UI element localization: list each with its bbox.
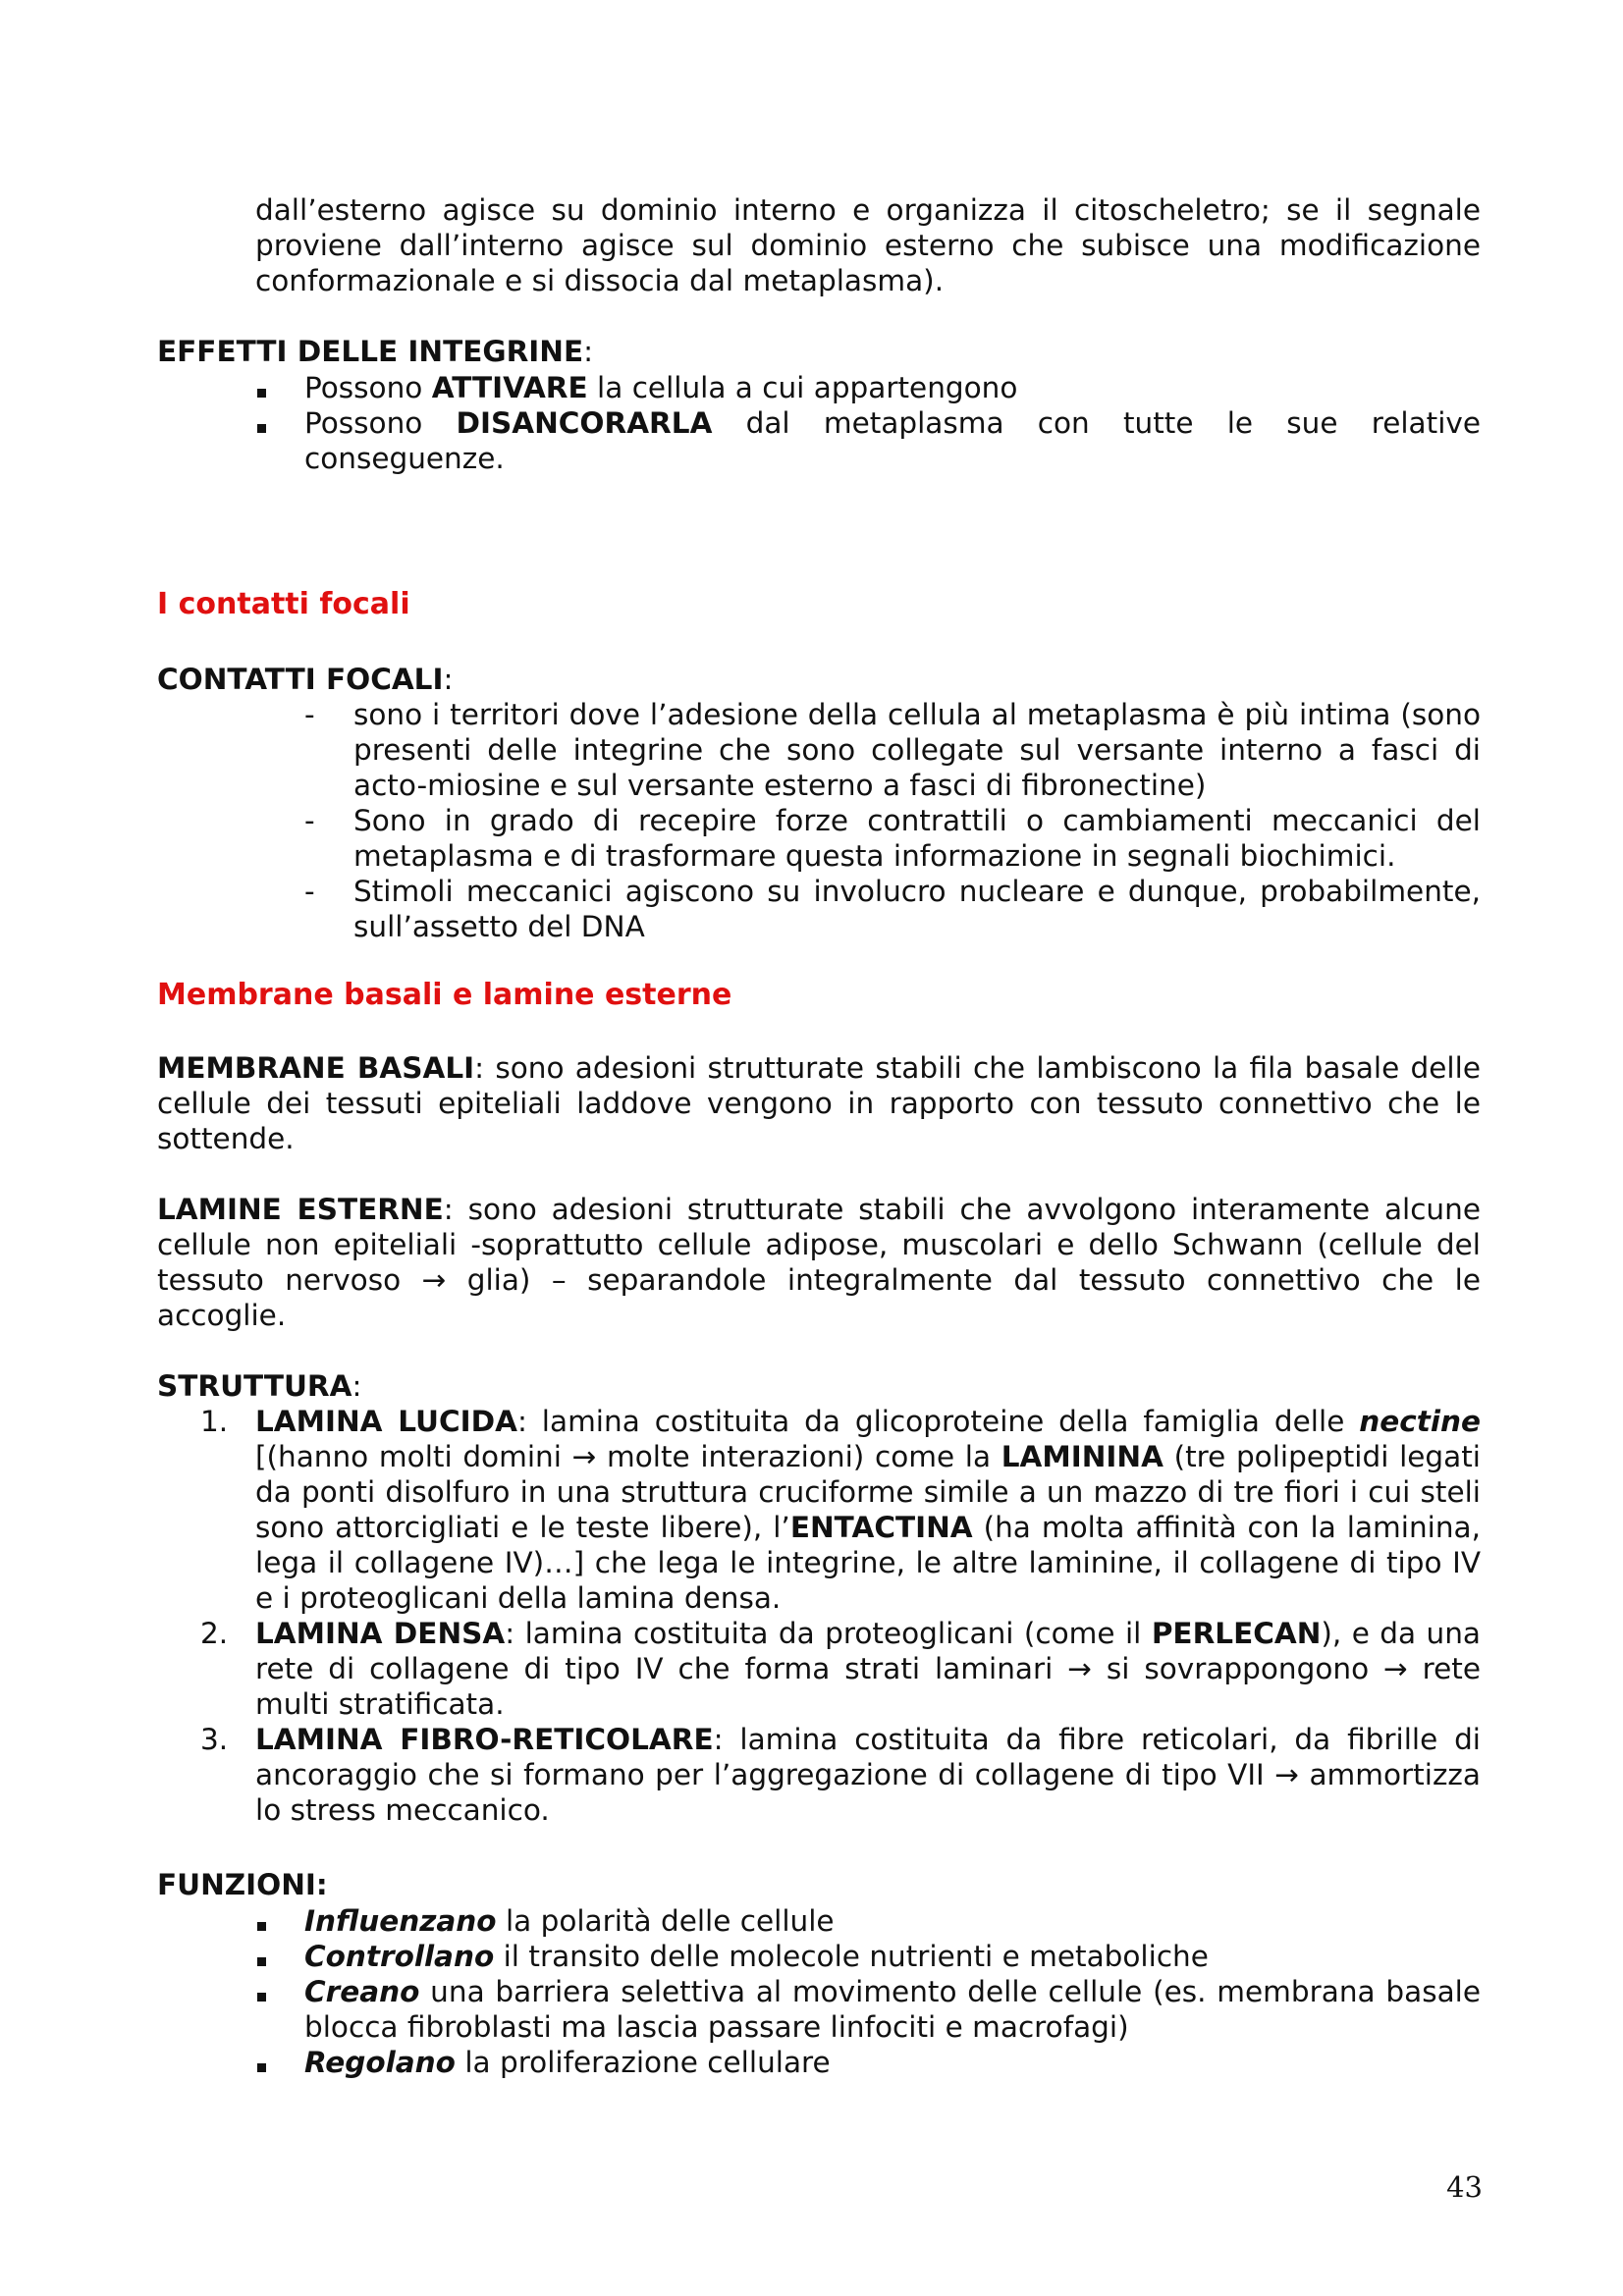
list-item [304,1939,1481,1974]
item-text: (tre polipeptidi legati da ponti disolfuro in una struttura cruciforme simile a un mazzo di tre fiori i cui steli sono attorcigliati e le teste libere), l’ [255,1440,1481,1544]
square-bullet-icon [255,405,285,441]
struttura-list [200,1404,1482,1828]
item-text: : lamina costituita da glicoproteine della famiglia delle [516,1405,1360,1438]
section-heading-membrane-basali: Membrane basali e lamine esterne [157,978,732,1012]
item-text: la proliferazione cellulare [455,2046,831,2079]
struttura-label [157,1368,361,1404]
item-text: : lamina costituita da proteoglicani (come il [505,1617,1152,1650]
item-post: la cellula a cui appartengono [587,371,1018,404]
contatti-focali-colon: : [443,663,454,696]
list-item [304,405,1481,476]
contatti-focali-list [304,697,1481,944]
item-text: : lamina costituita da fibre reticolari, da fibrille di ancoraggio che si formano per l’aggregazione di collagene di tipo VII → ammortizza lo stress meccanico. [255,1723,1482,1827]
dash-bullet-icon: - [304,698,315,731]
effetti-list [304,370,1481,476]
item-text: (ha molta affinità con la laminina, lega il collagene IV)…] che lega le integrine, le altre laminine, il collagene di tipo IV e i proteoglicani della lamina densa. [255,1511,1481,1615]
item-number: 2. [200,1617,229,1650]
membrane-basali-paragraph [157,1050,1481,1156]
list-item [304,1974,1481,2045]
list-item [304,874,1481,944]
effetti-label [157,334,593,369]
struttura-label-text: STRUTTURA [157,1369,352,1403]
item-pre: Possono [304,371,432,404]
list-item [304,370,1481,405]
struttura-colon: : [352,1369,362,1403]
square-bullet-icon [255,2045,285,2080]
list-item [304,697,1481,803]
effetti-label-colon: : [583,335,594,368]
term: ENTACTINA [789,1511,973,1544]
square-bullet-icon [255,1974,285,2009]
effetti-label-text: EFFETTI DELLE INTEGRINE [157,335,584,368]
numbered-item [200,1616,1482,1722]
square-bullet-icon [255,1939,285,1974]
numbered-item [200,1404,1481,1616]
section-heading-contatti-focali: I contatti focali [157,587,410,621]
item-text: Stimoli meccanici agiscono su involucro nucleare e dunque, probabilmente, sull’assetto del DNA [353,875,1481,943]
list-item [304,1903,1481,1939]
lamine-esterne-label: LAMINE ESTERNE [157,1193,444,1226]
item-bold: DISANCORARLA [456,406,713,440]
term: LAMININA [1001,1440,1163,1473]
item-post: dal metaplasma con tutte le sue relative conseguenze. [304,406,1481,475]
item-verb: Regolano [304,2046,456,2079]
intro-paragraph: dall’esterno agisce su dominio interno e organizza il citoscheletro; se il segnale proviene dall’interno agisce sul dominio esterno che subisce una modificazione conformazionale e si dissocia dal metaplasma). [255,193,1481,297]
list-item [304,2045,1481,2080]
square-bullet-icon [255,1903,285,1939]
item-text: ), e da una rete di collagene di tipo IV che forma strati laminari → si sovrappongono → rete multi stratificata. [255,1617,1482,1721]
item-text: la polarità delle cellule [496,1904,835,1938]
item-text: sono i territori dove l’adesione della cellula al metaplasma è più intima (sono presenti delle integrine che sono collegate sul versante interno a fasci di acto-miosine e sul versante esterno a fasci di fibronectine) [353,698,1481,802]
page-number: 43 [1446,2170,1483,2204]
square-bullet-icon [255,370,285,405]
item-pre: Possono [304,406,457,440]
numbered-item [200,1722,1482,1828]
item-text: Sono in grado di recepire forze contrattili o cambiamenti meccanici del metaplasma e di trasformare questa informazione in segnali biochimici. [353,804,1481,873]
membrane-basali-text: : sono adesioni strutturate stabili che lambiscono la fila basale delle cellule dei tessuti epiteliali laddove vengono in rapporto con tessuto connettivo che le sottende. [157,1051,1481,1155]
term: LAMINA DENSA [255,1617,506,1650]
item-text: il transito delle molecole nutrienti e metaboliche [494,1940,1209,1973]
item-text: una barriera selettiva al movimento delle cellule (es. membrana basale blocca fibroblasti ma lascia passare linfociti e macrofagi) [304,1975,1481,2044]
funzioni-list [304,1903,1481,2080]
term: PERLECAN [1151,1617,1322,1650]
dash-bullet-icon: - [304,804,315,837]
item-text: [(hanno molti domini → molte interazioni) come la [255,1440,1001,1473]
term-italic: nectine [1359,1405,1481,1438]
term: LAMINA FIBRO-RETICOLARE [255,1723,714,1756]
item-verb: Controllano [304,1940,495,1973]
contatti-focali-label [157,662,453,697]
item-verb: Creano [304,1975,420,2008]
item-number: 1. [200,1405,229,1438]
list-item [304,803,1481,874]
lamine-esterne-text: : sono adesioni strutturate stabili che avvolgono interamente alcune cellule non epiteliali -soprattutto cellule adipose, muscolari e dello Schwann (cellule del tessuto nervoso → glia) – separandole integralmente dal tessuto connettivo che le accoglie. [157,1193,1481,1332]
item-bold: ATTIVARE [431,371,588,404]
item-number: 3. [200,1723,229,1756]
membrane-basali-label: MEMBRANE BASALI [157,1051,475,1085]
contatti-focali-label-text: CONTATTI FOCALI [157,663,444,696]
funzioni-label [157,1867,328,1902]
item-verb: Influenzano [304,1904,497,1938]
term: LAMINA LUCIDA [255,1405,517,1438]
funzioni-label-text: FUNZIONI: [157,1868,328,1901]
lamine-esterne-paragraph [157,1192,1481,1333]
dash-bullet-icon: - [304,875,315,908]
